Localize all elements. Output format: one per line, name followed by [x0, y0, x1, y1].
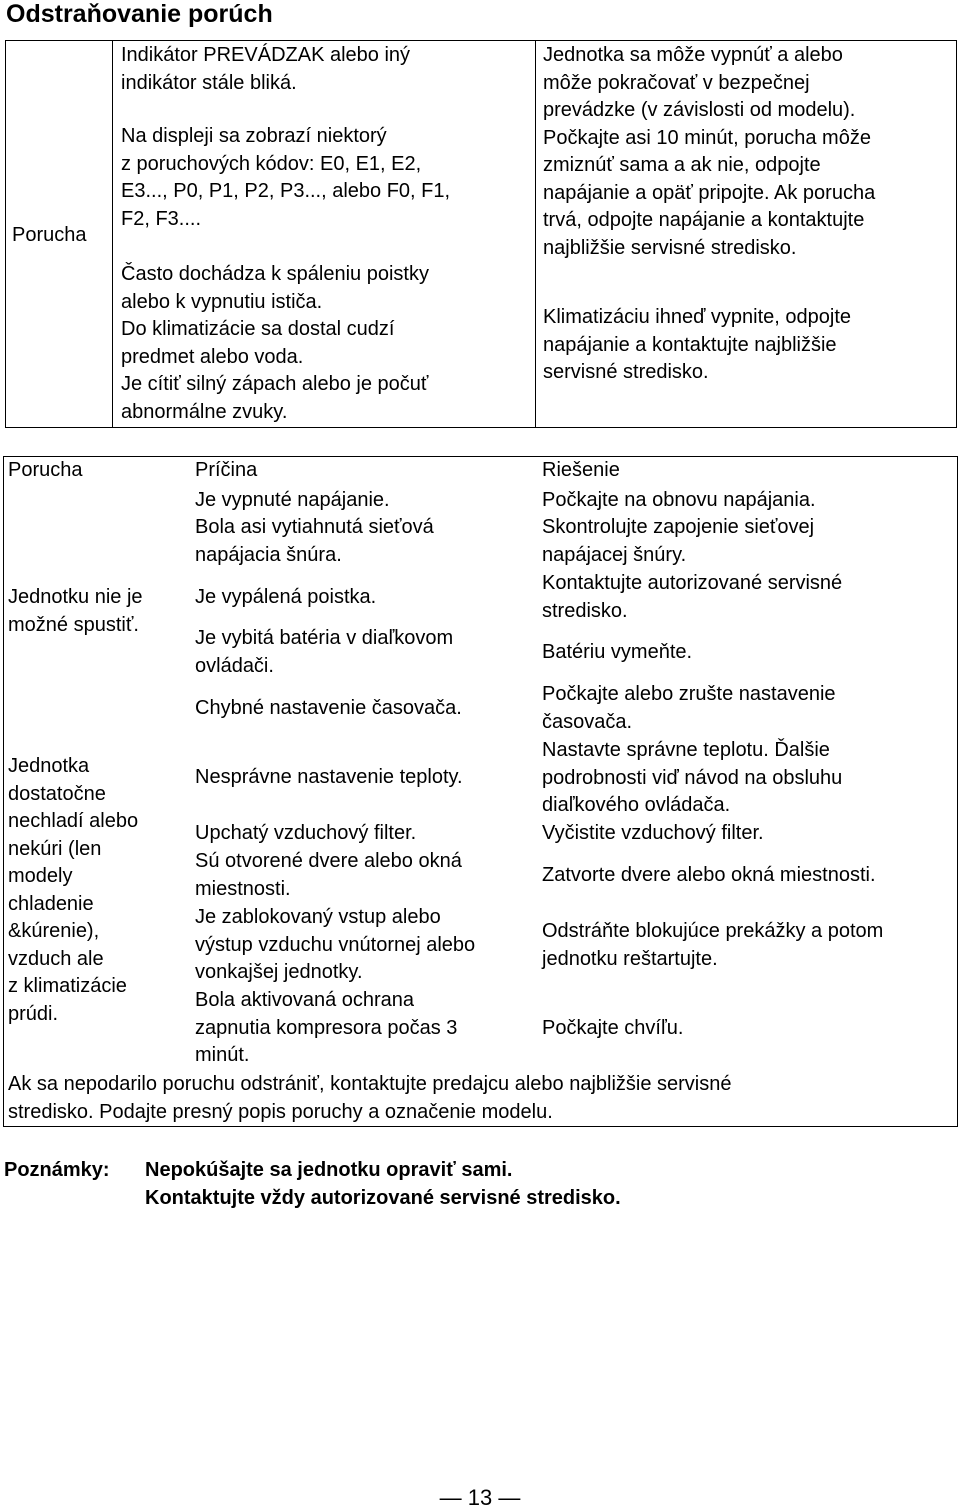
cause-cell: Bola asi vytiahnutá sieťová napájacia šnúra.: [195, 516, 434, 566]
solution-cell: Skontrolujte zapojenie sieťovej napájacej šnúry.: [542, 516, 815, 566]
fault-insufficient-cooling: Jednotka dostatočne nechladí alebo nekúri (len modely chladenie &kúrenie), vzduch ale z klimatizácie prúdi.: [8, 755, 139, 1025]
solution-wait-restart: Jednotka sa môže vypnúť a alebo môže pokračovať v bezpečnej prevádzke (v závislosti od modelu). Počkajte asi 10 minút, porucha môže zmiznúť sama a ak nie, odpojte napájanie a opäť pripojte. Ak porucha trvá, odpojte napájanie a kontaktujte najbližšie servisné stredisko.: [543, 44, 876, 259]
solution-cell: Zatvorte dvere alebo okná miestnosti.: [542, 864, 876, 886]
solution-cell: Vyčistite vzduchový filter.: [542, 822, 764, 844]
cause-cell: Je zablokovaný vstup alebo výstup vzduchu vnútornej alebo vonkajšej jednotky.: [195, 906, 476, 983]
column-divider: [535, 41, 536, 427]
cause-cell: Chybné nastavenie časovača.: [195, 697, 462, 719]
solution-cell: Batériu vymeňte.: [542, 641, 693, 663]
solution-cell: Počkajte na obnovu napájania.: [542, 489, 816, 511]
fault-indicator-box: [5, 40, 957, 428]
header-cause: Príčina: [195, 459, 258, 481]
column-divider: [112, 41, 113, 427]
cause-cell: Je vypálená poistka.: [195, 586, 377, 608]
cause-cell: Sú otvorené dvere alebo okná miestnosti.: [195, 850, 462, 900]
table-footer-note: Ak sa nepodarilo poruchu odstrániť, kontaktujte predajcu alebo najbližšie servisné stredisko. Podajte presný popis poruchy a označenie modelu.: [8, 1073, 732, 1123]
cause-cell: Bola aktivovaná ochrana zapnutia kompresora počas 3 minút.: [195, 989, 458, 1066]
solution-cell: Nastavte správne teplotu. Ďalšie podrobnosti viď návod na obsluhu diaľkového ovládača.: [542, 739, 843, 816]
cause-cell: Je vybitá batéria v diaľkovom ovládači.: [195, 627, 454, 677]
fault-label: Porucha: [12, 224, 87, 246]
cause-cell: Upchatý vzduchový filter.: [195, 822, 417, 844]
notes-label: Poznámky:: [4, 1159, 110, 1181]
header-solution: Riešenie: [542, 459, 620, 481]
solution-cell: Počkajte chvíľu.: [542, 1017, 684, 1039]
symptom-serious-faults: Často dochádza k spáleniu poistky alebo k vypnutiu ističa. Do klimatizácie sa dostal cudzí predmet alebo voda. Je cítiť silný zápach alebo je počuť abnormálne zvuky.: [121, 263, 429, 423]
solution-cell: Kontaktujte autorizované servisné stredisko.: [542, 572, 843, 622]
fault-unit-wont-start: Jednotku nie je možné spustiť.: [8, 586, 143, 636]
cause-cell: Nesprávne nastavenie teploty.: [195, 766, 463, 788]
troubleshooting-table: [3, 456, 958, 1127]
solution-cell: Počkajte alebo zrušte nastavenie časovača.: [542, 683, 836, 733]
header-fault: Porucha: [8, 459, 83, 481]
notes-text: Nepokúšajte sa jednotku opraviť sami. Kontaktujte vždy autorizované servisné stredisko.: [145, 1159, 621, 1209]
page-number: — 13 —: [439, 1485, 521, 1510]
solution-turn-off-contact: Klimatizáciu ihneď vypnite, odpojte napájanie a kontaktujte najbližšie servisné stredisko.: [543, 306, 852, 383]
solution-cell: Odstráňte blokujúce prekážky a potom jednotku reštartujte.: [542, 920, 884, 970]
symptom-error-codes: Na displeji sa zobrazí niektorý z poruchových kódov: E0, E1, E2, E3..., P0, P1, P2, P3..., alebo F0, F1, F2, F3....: [121, 125, 451, 230]
cause-cell: Je vypnuté napájanie.: [195, 489, 390, 511]
page-title: Odstraňovanie porúch: [6, 0, 273, 28]
symptom-blinking-indicator: Indikátor PREVÁDZAK alebo iný indikátor stále bliká.: [121, 44, 411, 94]
